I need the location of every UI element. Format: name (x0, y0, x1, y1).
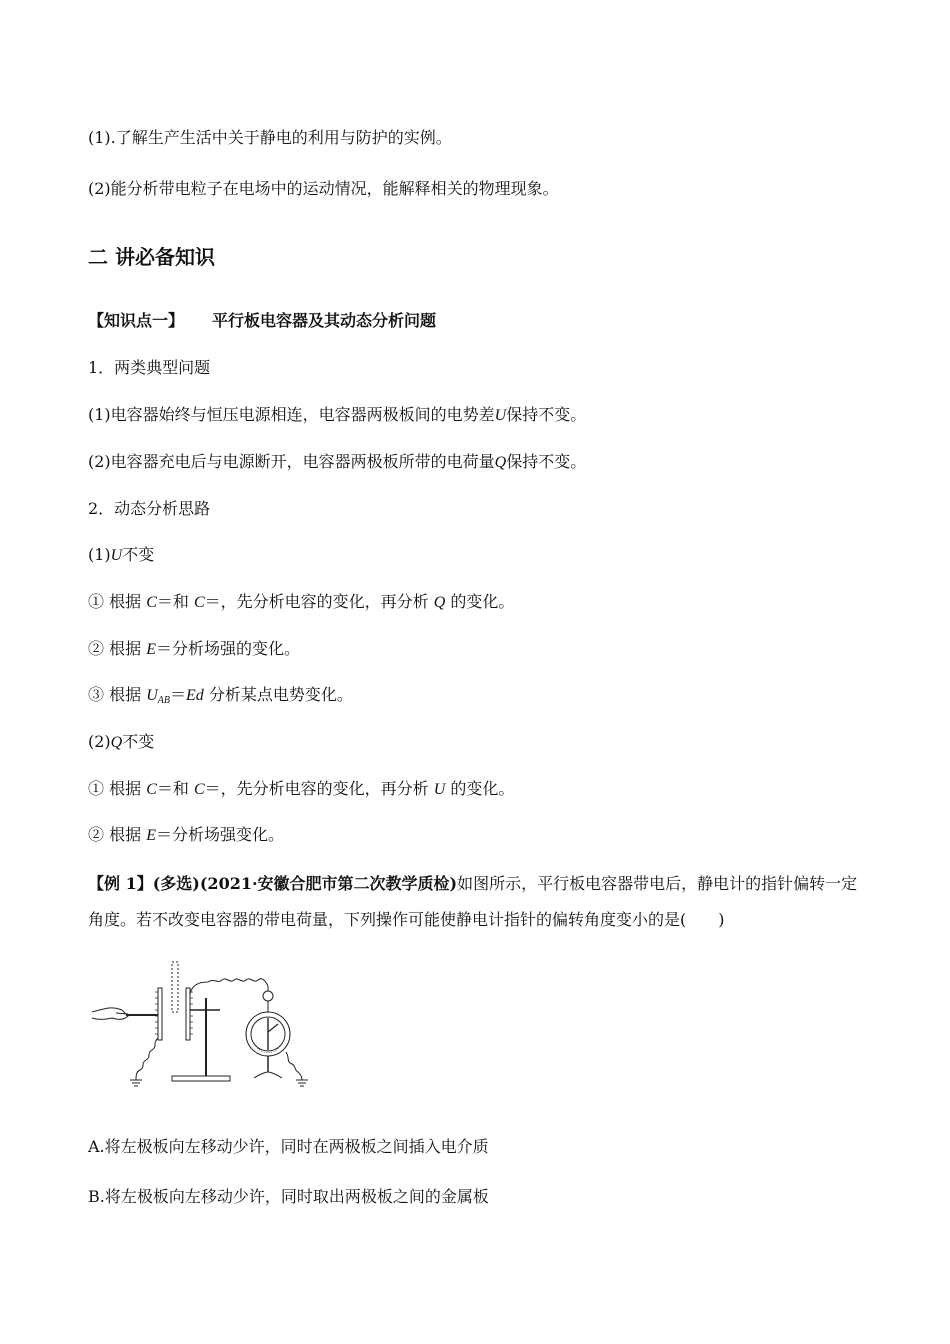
case-u-step-2: ② 根据 E＝分析场强的变化。 (88, 639, 300, 658)
option-a: A.将左极板向左移动少许，同时在两极板之间插入电介质 (88, 1137, 489, 1156)
example-line-2: 角度。若不改变电容器的带电荷量，下列操作可能使静电计指针的偏转角度变小的是( ) (88, 910, 725, 929)
left-plate (158, 988, 162, 1040)
right-plate (186, 988, 190, 1040)
objective-2: (2)能分析带电粒子在电场中的运动情况，能解释相关的物理现象。 (88, 179, 559, 198)
ground-symbol-left (130, 1080, 142, 1086)
case-q-step-2: ② 根据 E＝分析场强变化。 (88, 825, 284, 844)
objective-1: (1).了解生产生活中关于静电的利用与防护的实例。 (88, 128, 452, 147)
item1-line1: (1)电容器始终与恒压电源相连，电容器两极板间的电势差U保持不变。 (88, 405, 587, 424)
case-u-heading: (1)U不变 (88, 545, 155, 564)
capacitor-electroscope-diagram (88, 958, 318, 1090)
case-u-step-3: ③ 根据 $U_{AB}=Ed$ 分析某点电势变化。 (88, 685, 353, 706)
example-label: 【例 1】 (88, 874, 153, 893)
connecting-wire (190, 979, 268, 994)
case-u-step-1: ① 根据 C＝和 C＝，先分析电容的变化，再分析 Q 的变化。 (88, 592, 515, 611)
knowledge-point-heading (88, 308, 436, 331)
option-b: B.将左极板向左移动少许，同时取出两极板之间的金属板 (88, 1187, 489, 1206)
example-tag: (多选)(2021·安徽合肥市第二次教学质检) (152, 874, 458, 893)
item1-line2: (2)电容器充电后与电源断开，电容器两极板所带的电荷量Q保持不变。 (88, 452, 587, 471)
case-q-heading: (2)Q不变 (88, 732, 155, 751)
knowledge-point-label: 【知识点一】 (88, 311, 185, 330)
electroscope-knob (263, 991, 273, 1001)
item1-title: 1．两类典型问题 (88, 358, 211, 377)
ground-wire-right (286, 1052, 302, 1080)
section-heading: 二 讲必备知识 (88, 245, 215, 269)
ground-wire-left (136, 1038, 158, 1080)
case-q-step-1: ① 根据 C＝和 C＝，先分析电容的变化，再分析 U 的变化。 (88, 779, 515, 798)
dielectric-slab (172, 962, 178, 1012)
example-line-1: 【例 1】(多选)(2021·安徽合肥市第二次教学质检)如图所示，平行板电容器带电后，静电计的指针偏转一定 (88, 874, 858, 893)
knowledge-point-title: 平行板电容器及其动态分析问题 (212, 311, 437, 330)
item2-title: 2．动态分析思路 (88, 499, 211, 518)
ground-symbol-right (296, 1080, 308, 1086)
